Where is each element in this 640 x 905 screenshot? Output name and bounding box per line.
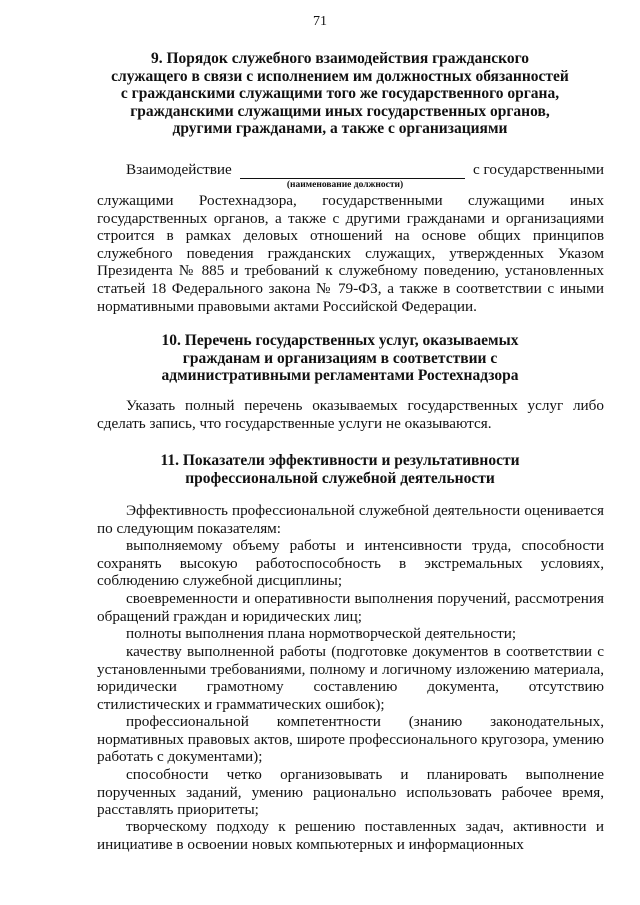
heading-line: административными регламентами Ростехнадзора <box>161 367 519 385</box>
section-9-paragraph: служащими Ростехнадзора, государственными служащими иных государственных органов, а также с другими гражданами и организациями строится в рамках деловых отношений на основе общих принципов служебного поведения гражданских служащих, утвержденных Указом Президента № 885 и требований к служебному поведению, установленных статьей 18 Федерального закона № 79-ФЗ, а также в соответствии с иными нормативными правовыми актами Российской Федерации. <box>97 192 604 315</box>
heading-line: служащего в связи с исполнением им должностных обязанностей <box>111 67 569 85</box>
section-11-intro: Эффективность профессиональной служебной деятельности оценивается по следующим показателям: <box>97 502 604 537</box>
interaction-line <box>97 161 604 179</box>
page-number: 71 <box>313 14 327 29</box>
list-item: выполняемому объему работы и интенсивности труда, способности сохранять высокую работоспособность в экстремальных условиях, соблюдению служебной дисциплины; <box>97 537 604 590</box>
list-item: способности четко организовывать и планировать выполнение порученных заданий, умению рационально использовать рабочее время, расставлять приоритеты; <box>97 766 604 819</box>
list-item: полноты выполнения плана нормотворческой деятельности; <box>126 625 517 642</box>
section-9-heading <box>60 50 620 138</box>
section-10-paragraph: Указать полный перечень оказываемых государственных услуг либо сделать запись, что государственные услуги не оказываются. <box>97 397 604 432</box>
lead-word: Взаимодействие <box>126 161 232 178</box>
list-item: качеству выполненной работы (подготовке документов в соответствии с установленными требованиями, полному и логичному изложению материала, юридически грамотному составлению документа, отсутствию стилистических и грамматических ошибок); <box>97 643 604 713</box>
heading-line: другими гражданами, а также с организациями <box>172 120 508 138</box>
field-caption: (наименование должности) <box>286 180 404 190</box>
heading-line: профессиональной служебной деятельности <box>185 469 495 487</box>
heading-line: 10. Перечень государственных услуг, оказываемых <box>161 332 519 349</box>
list-item: творческому подходу к решению поставленных задач, активности и инициативе в освоении новых компьютерных и информационных <box>97 818 604 853</box>
heading-line: гражданам и организациям в соответствии с <box>182 349 498 367</box>
section-10-heading <box>60 332 620 385</box>
list-item: своевременности и оперативности выполнения поручений, рассмотрения обращений граждан и юридических лиц; <box>97 590 604 625</box>
heading-line: с гражданскими служащими того же государственного органа, <box>120 85 560 103</box>
heading-line: 9. Порядок служебного взаимодействия гражданского <box>150 50 530 67</box>
section-11-heading <box>60 452 620 487</box>
lead-tail: с государственными <box>473 161 604 178</box>
heading-line: гражданскими служащими иных государственных органов, <box>130 102 550 120</box>
heading-line: 11. Показатели эффективности и результативности <box>160 452 520 469</box>
list-item: профессиональной компетентности (знанию законодательных, нормативных правовых актов, широте профессионального кругозора, умению работать с документами); <box>97 713 604 766</box>
position-blank-field[interactable] <box>240 163 465 179</box>
